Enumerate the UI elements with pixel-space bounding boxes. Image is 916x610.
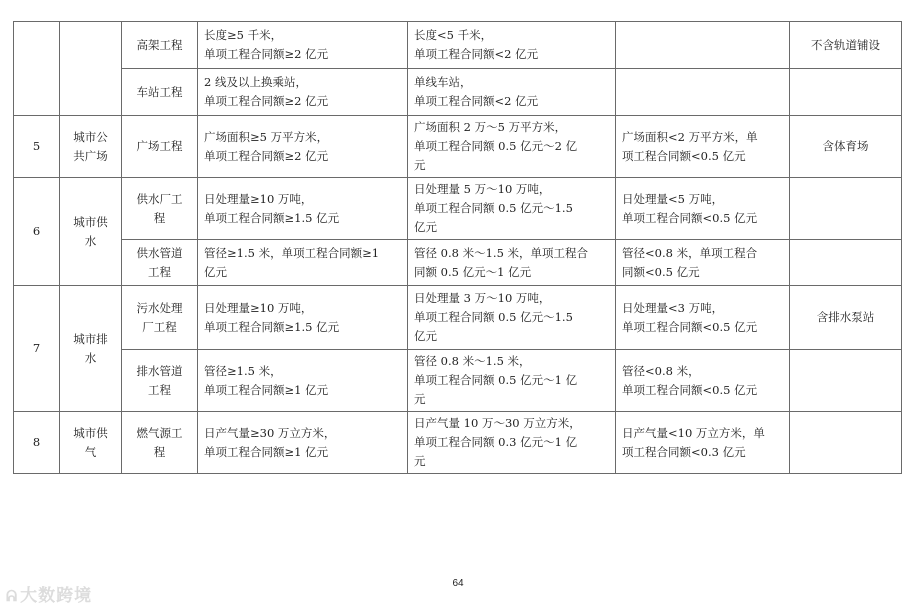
medium-criteria-cell: 长度<5 千米， 单项工程合同额<2 亿元 [408,22,616,69]
table-row [14,178,902,240]
small-criteria-cell: 管径<0.8 米，单项工程合 同额<0.5 亿元 [616,240,790,286]
table-row [14,116,902,178]
category-cell: 城市公 共广场 [60,116,122,178]
note-cell: 不含轨道铺设 [790,22,902,69]
table-row [14,69,902,116]
medium-criteria-cell: 广场面积 2 万～5 万平方米， 单项工程合同额 0.5 亿元～2 亿 元 [408,116,616,178]
large-criteria-cell: 长度≥5 千米， 单项工程合同额≥2 亿元 [198,22,408,69]
note-cell [790,178,902,240]
category-cell: 城市供 气 [60,412,122,474]
large-criteria-cell: 管径≥1.5 米， 单项工程合同额≥1 亿元 [198,350,408,412]
large-criteria-cell: 广场面积≥5 万平方米， 单项工程合同额≥2 亿元 [198,116,408,178]
medium-criteria-cell: 日处理量 3 万～10 万吨， 单项工程合同额 0.5 亿元～1.5 亿元 [408,286,616,350]
note-cell [790,412,902,474]
row-no: 5 [14,116,60,178]
table-row [14,286,902,350]
sub-project-cell: 车站工程 [122,69,198,116]
page-number: 64 [452,578,464,589]
table-row [14,240,902,286]
medium-criteria-cell: 日处理量 5 万～10 万吨， 单项工程合同额 0.5 亿元～1.5 亿元 [408,178,616,240]
medium-criteria-cell: 管径 0.8 米～1.5 米， 单项工程合同额 0.5 亿元～1 亿 元 [408,350,616,412]
sub-project-cell: 供水管道 工程 [122,240,198,286]
medium-criteria-cell: 单线车站， 单项工程合同额<2 亿元 [408,69,616,116]
table-row [14,22,902,69]
watermark [6,581,92,606]
sub-project-cell: 排水管道 工程 [122,350,198,412]
small-criteria-cell: 日产气量<10 万立方米，单 项工程合同额<0.3 亿元 [616,412,790,474]
note-cell: 含排水泵站 [790,286,902,350]
row-no: 7 [14,286,60,412]
sub-project-cell: 燃气源工 程 [122,412,198,474]
weibo-logo-icon: ᕱ [6,588,19,605]
small-criteria-cell [616,22,790,69]
large-criteria-cell: 日处理量≥10 万吨， 单项工程合同额≥1.5 亿元 [198,286,408,350]
spec-table [13,21,902,474]
category-cell [60,22,122,116]
large-criteria-cell: 管径≥1.5 米，单项工程合同额≥1 亿元 [198,240,408,286]
note-cell [790,69,902,116]
small-criteria-cell: 管径<0.8 米， 单项工程合同额<0.5 亿元 [616,350,790,412]
large-criteria-cell: 日产气量≥30 万立方米， 单项工程合同额≥1 亿元 [198,412,408,474]
row-no [14,22,60,116]
row-no: 6 [14,178,60,286]
sub-project-cell: 污水处理 厂工程 [122,286,198,350]
large-criteria-cell: 2 线及以上换乘站， 单项工程合同额≥2 亿元 [198,69,408,116]
medium-criteria-cell: 日产气量 10 万～30 万立方米， 单项工程合同额 0.3 亿元～1 亿 元 [408,412,616,474]
small-criteria-cell: 日处理量<5 万吨， 单项工程合同额<0.5 亿元 [616,178,790,240]
note-cell: 含体育场 [790,116,902,178]
medium-criteria-cell: 管径 0.8 米～1.5 米，单项工程合 同额 0.5 亿元～1 亿元 [408,240,616,286]
note-cell [790,350,902,412]
table-row [14,412,902,474]
large-criteria-cell: 日处理量≥10 万吨， 单项工程合同额≥1.5 亿元 [198,178,408,240]
category-cell: 城市排 水 [60,286,122,412]
sub-project-cell: 高架工程 [122,22,198,69]
sub-project-cell: 供水厂工 程 [122,178,198,240]
row-no: 8 [14,412,60,474]
note-cell [790,240,902,286]
category-cell: 城市供 水 [60,178,122,286]
watermark-text: 大数跨境 [20,586,93,605]
small-criteria-cell: 广场面积<2 万平方米，单 项工程合同额<0.5 亿元 [616,116,790,178]
small-criteria-cell: 日处理量<3 万吨， 单项工程合同额<0.5 亿元 [616,286,790,350]
table-row [14,350,902,412]
small-criteria-cell [616,69,790,116]
sub-project-cell: 广场工程 [122,116,198,178]
